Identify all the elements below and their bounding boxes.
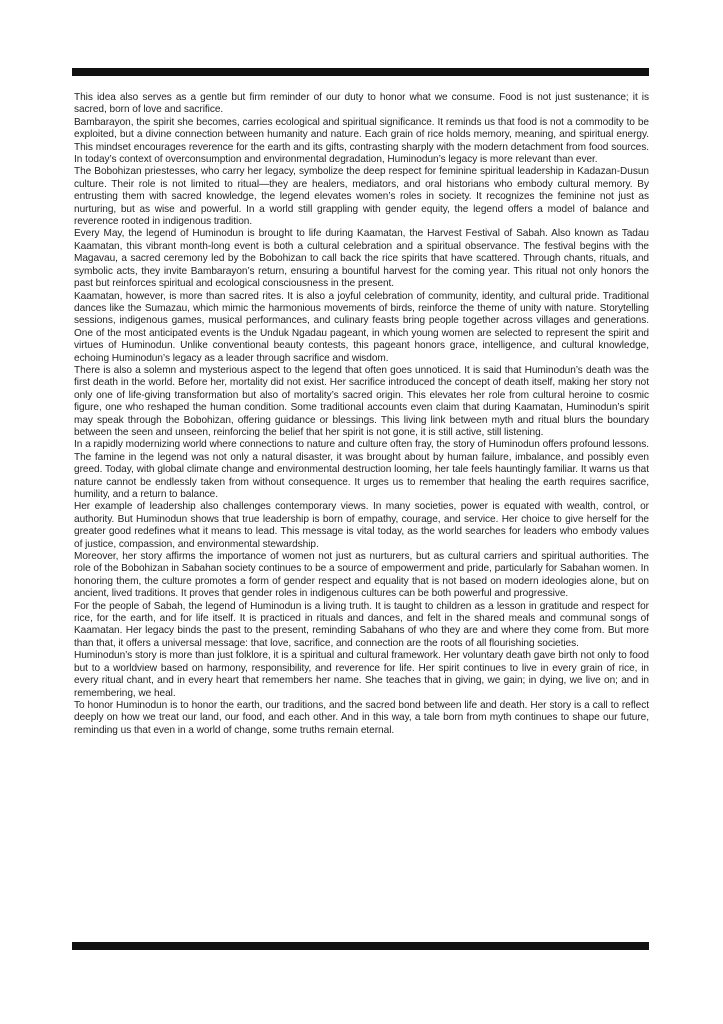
paragraph: Huminodun’s story is more than just folklore, it is a spiritual and cultural framework. Her voluntary death gave birth not only to food but to a worldview based on harmony, responsibility, and reverence for life. Her spirit continues to live in every grain of rice, in every ritual chant, and in every heart that remembers her name. She teaches that in giving, we gain; in dying, we live on; and in remembering, we heal. — [74, 650, 649, 699]
paragraph: This idea also serves as a gentle but firm reminder of our duty to honor what we consume. Food is not just sustenance; it is sacred, born of love and sacrifice. — [74, 92, 649, 116]
document-body — [74, 92, 649, 737]
top-divider — [72, 68, 649, 76]
paragraph: Kaamatan, however, is more than sacred rites. It is also a joyful celebration of community, identity, and cultural pride. Traditional dances like the Sumazau, which mimic the harmonious movements of birds, reinforce the theme of unity with nature. Storytelling sessions, indigenous games, musical performances, and culinary feasts bring people together across villages and generations. One of the most anticipated events is the Unduk Ngadau pageant, in which young women are selected to represent the spirit and virtues of Huminodun. Unlike conventional beauty contests, this pageant honors grace, intelligence, and cultural knowledge, echoing Huminodun’s legacy as a leader through sacrifice and wisdom. — [74, 290, 649, 364]
paragraph: Every May, the legend of Huminodun is brought to life during Kaamatan, the Harvest Festival of Sabah. Also known as Tadau Kaamatan, this vibrant month-long event is both a cultural celebration and a spiritual observance. The festival begins with the Magavau, a sacred ceremony led by the Bobohizan to call back the rice spirits that have scattered. Through chants, rituals, and symbolic acts, they invite Bambarayon’s return, ensuring a bountiful harvest for the coming year. This ritual not only honors the past but reinforces spiritual and ecological consciousness in the present. — [74, 228, 649, 290]
paragraph: The Bobohizan priestesses, who carry her legacy, symbolize the deep respect for feminine spiritual leadership in Kadazan-Dusun culture. Their role is not limited to ritual—they are healers, mediators, and oral historians who embody cultural memory. By entrusting them with sacred knowledge, the legend elevates women’s roles in society. It recognizes the feminine not just as nurturing, but as wise and powerful. In a world still grappling with gender equity, the legend offers a model of balance and reverence rooted in indigenous tradition. — [74, 166, 649, 228]
bottom-divider — [72, 942, 649, 950]
paragraph: Bambarayon, the spirit she becomes, carries ecological and spiritual significance. It reminds us that food is not a commodity to be exploited, but a divine connection between humanity and nature. Each grain of rice holds memory, meaning, and spiritual energy. This mindset encourages reverence for the earth and its gifts, contrasting sharply with the modern detachment from food sources. In today’s context of overconsumption and environmental degradation, Huminodun’s legacy is more relevant than ever. — [74, 116, 649, 166]
paragraph: For the people of Sabah, the legend of Huminodun is a living truth. It is taught to children as a lesson in gratitude and respect for rice, for the earth, and for life itself. It is practiced in rituals and dances, and felt in the shared meals and communal songs of Kaamatan. Her legacy binds the past to the present, reminding Sabahans of who they are and where they come from. But more than that, it offers a universal message: that love, sacrifice, and connection are the roots of all flourishing societies. — [74, 600, 649, 649]
paragraph: To honor Huminodun is to honor the earth, our traditions, and the sacred bond between life and death. Her story is a call to reflect deeply on how we treat our land, our food, and each other. And in this way, a tale born from myth continues to shape our future, reminding us that even in a world of change, some truths remain eternal. — [74, 699, 649, 736]
paragraph: In a rapidly modernizing world where connections to nature and culture often fray, the story of Huminodun offers profound lessons. The famine in the legend was not only a natural disaster, it was brought about by human failure, imbalance, and possibly even greed. Today, with global climate change and environmental destruction looming, her tale feels hauntingly familiar. It warns us that nature cannot be endlessly taken from without consequence. It urges us to remember that healing the earth requires sacrifice, humility, and a return to balance. — [74, 439, 649, 500]
paragraph: Moreover, her story affirms the importance of women not just as nurturers, but as cultural carriers and spiritual authorities. The role of the Bobohizan in Sabahan society continues to be a source of empowerment and pride, particularly for Sabahan women. In honoring them, the culture promotes a form of gender respect and equality that is not based on modern ideologies alone, but on ancient, lived traditions. It proves that gender roles in indigenous cultures can be both powerful and progressive. — [74, 551, 649, 600]
paragraph: There is also a solemn and mysterious aspect to the legend that often goes unnoticed. It is said that Huminodun’s death was the first death in the world. Before her, mortality did not exist. Her sacrifice introduced the concept of death itself, making her story not only one of life-giving transformation but also of mortality’s sacred origin. This elevates her role from cultural heroine to cosmic figure, one who reshaped the human condition. Some traditional accounts even claim that during Kaamatan, Huminodun’s spirit may speak through the Bobohizan, offering guidance or blessings. This living link between myth and ritual blurs the boundary between the seen and unseen, reinforcing the belief that her spirit is not gone, it is still active, still listening. — [74, 364, 649, 438]
paragraph: Her example of leadership also challenges contemporary views. In many societies, power is equated with wealth, control, or authority. But Huminodun shows that true leadership is born of empathy, courage, and service. Her choice to give herself for the greater good redefines what it means to lead. This message is vital today, as the world searches for leaders who embody values of justice, compassion, and environmental stewardship. — [74, 501, 649, 550]
